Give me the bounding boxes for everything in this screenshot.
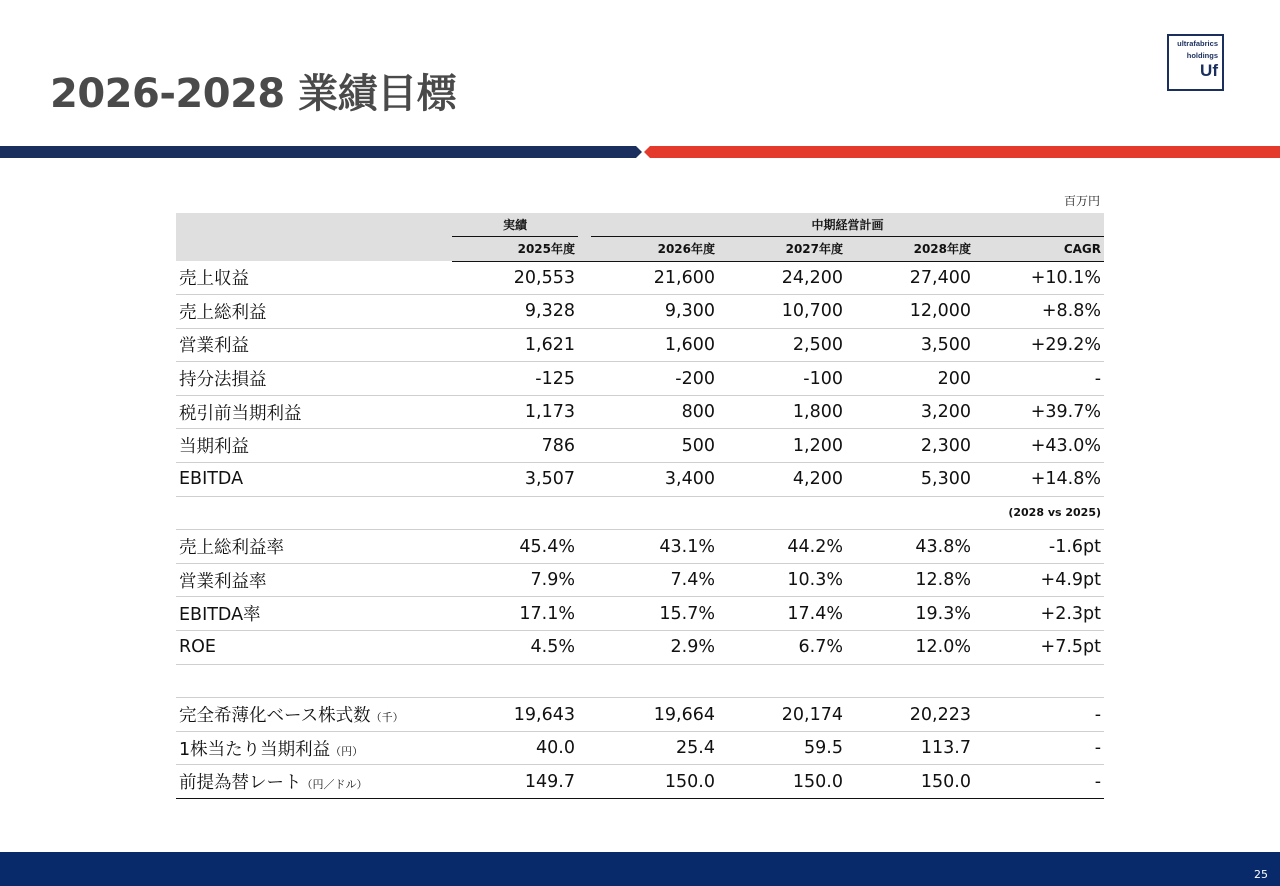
table-cell: 45.4% [452, 530, 578, 564]
table-row [176, 463, 1104, 497]
table-cell: 4.5% [452, 631, 578, 665]
table-cell: 1,173 [452, 395, 578, 429]
table-cell: 1,621 [452, 328, 578, 362]
table-cell: 12.0% [846, 631, 974, 665]
logo-mark: Uf [1200, 61, 1218, 80]
table-row [176, 295, 1104, 329]
page-title: 2026-2028 業績目標 [50, 71, 457, 117]
table-cell: 150.0 [578, 765, 718, 799]
column-header: 2028年度 [846, 237, 974, 261]
row-label: 売上総利益 [176, 295, 452, 329]
table-cell: 3,507 [452, 463, 578, 497]
table-cell: 19,643 [452, 698, 578, 732]
row-label: 営業利益 [176, 328, 452, 362]
table-cell: 1,200 [718, 429, 846, 463]
table-cell: 12,000 [846, 295, 974, 329]
table-cell: 4,200 [718, 463, 846, 497]
table-cell: 2,500 [718, 328, 846, 362]
table-cell: 10.3% [718, 563, 846, 597]
row-label-unit: （円） [330, 744, 364, 758]
table-row [176, 731, 1104, 765]
table-cell: 9,328 [452, 295, 578, 329]
table-cell: 1,800 [718, 395, 846, 429]
table-cell: 10,700 [718, 295, 846, 329]
cagr-note-row [176, 496, 1104, 530]
row-label: 1株当たり当期利益（円） [176, 731, 452, 765]
row-label: 売上収益 [176, 261, 452, 295]
table-cell: -100 [718, 362, 846, 396]
table-cell: 2,300 [846, 429, 974, 463]
table-cell: 25.4 [578, 731, 718, 765]
table-cell: 800 [578, 395, 718, 429]
table-row [176, 261, 1104, 295]
table-row [176, 563, 1104, 597]
table-row [176, 698, 1104, 732]
table-cell: +4.9pt [974, 563, 1104, 597]
table-cell: 20,174 [718, 698, 846, 732]
table-cell: 19,664 [578, 698, 718, 732]
table-cell: 7.9% [452, 563, 578, 597]
row-label-unit: （円／ドル） [301, 778, 368, 792]
table-cell: 44.2% [718, 530, 846, 564]
table-cell: +14.8% [974, 463, 1104, 497]
row-label: 前提為替レート（円／ドル） [176, 765, 452, 799]
table-cell: 20,223 [846, 698, 974, 732]
header-group-actual: 実績 [452, 213, 578, 237]
company-logo [1167, 34, 1224, 91]
financial-targets-table [176, 213, 1104, 799]
table-cell: 786 [452, 429, 578, 463]
row-label: 完全希薄化ベース株式数（千） [176, 698, 452, 732]
table-cell: 20,553 [452, 261, 578, 295]
table-row [176, 765, 1104, 799]
table-row [176, 631, 1104, 665]
table-cell: +29.2% [974, 328, 1104, 362]
navy-stripe [0, 146, 642, 158]
column-header: 2025年度 [452, 237, 578, 261]
table-cell: - [974, 731, 1104, 765]
table-cell: 150.0 [718, 765, 846, 799]
table-cell: 500 [578, 429, 718, 463]
table-cell: 6.7% [718, 631, 846, 665]
table-row [176, 597, 1104, 631]
table-row [176, 362, 1104, 396]
row-label: EBITDA率 [176, 597, 452, 631]
column-header: 2026年度 [578, 237, 718, 261]
table-cell: 43.8% [846, 530, 974, 564]
table-cell: 3,400 [578, 463, 718, 497]
table-cell: 9,300 [578, 295, 718, 329]
table-cell: 21,600 [578, 261, 718, 295]
page-number: 25 [1254, 868, 1268, 881]
spacer-row [176, 664, 1104, 698]
table-cell: 43.1% [578, 530, 718, 564]
table-cell: 149.7 [452, 765, 578, 799]
table-cell: +8.8% [974, 295, 1104, 329]
table-row [176, 328, 1104, 362]
table-cell: 5,300 [846, 463, 974, 497]
table-cell: 3,500 [846, 328, 974, 362]
table-cell: +39.7% [974, 395, 1104, 429]
table-cell: - [974, 765, 1104, 799]
table-cell: +10.1% [974, 261, 1104, 295]
table-cell: 12.8% [846, 563, 974, 597]
table-cell: +43.0% [974, 429, 1104, 463]
column-header: CAGR [974, 237, 1104, 261]
table-cell: 2.9% [578, 631, 718, 665]
table-cell: 150.0 [846, 765, 974, 799]
table-cell: - [974, 362, 1104, 396]
table-cell: 17.1% [452, 597, 578, 631]
table-cell: 27,400 [846, 261, 974, 295]
row-label: 売上総利益率 [176, 530, 452, 564]
table-cell: 40.0 [452, 731, 578, 765]
unit-label: 百万円 [1063, 194, 1100, 208]
table-row [176, 530, 1104, 564]
table-cell: 113.7 [846, 731, 974, 765]
table-cell: 200 [846, 362, 974, 396]
table-cell: 24,200 [718, 261, 846, 295]
header-group-plan: 中期経営計画 [578, 213, 1104, 237]
table-cell: -200 [578, 362, 718, 396]
red-stripe [644, 146, 1280, 158]
row-label: 税引前当期利益 [176, 395, 452, 429]
table-cell: 3,200 [846, 395, 974, 429]
row-label-unit: （千） [370, 711, 404, 725]
header-stripe [0, 145, 1280, 159]
logo-line-2: holdings [1186, 51, 1218, 60]
table-row [176, 429, 1104, 463]
row-label: 持分法損益 [176, 362, 452, 396]
comparison-note: (2028 vs 2025) [176, 496, 1104, 530]
table-cell: 1,600 [578, 328, 718, 362]
footer-bar [0, 852, 1280, 886]
row-label: EBITDA [176, 463, 452, 497]
table-cell: - [974, 698, 1104, 732]
table-cell: 17.4% [718, 597, 846, 631]
header-group-row [176, 213, 1104, 237]
row-label: 当期利益 [176, 429, 452, 463]
table-cell: -125 [452, 362, 578, 396]
row-label: 営業利益率 [176, 563, 452, 597]
table-cell: +2.3pt [974, 597, 1104, 631]
table-cell: 59.5 [718, 731, 846, 765]
logo-line-1: ultrafabrics [1177, 39, 1218, 48]
table-cell: 7.4% [578, 563, 718, 597]
column-header: 2027年度 [718, 237, 846, 261]
table-cell: -1.6pt [974, 530, 1104, 564]
header-columns-row [176, 237, 1104, 261]
table-cell: 15.7% [578, 597, 718, 631]
row-label: ROE [176, 631, 452, 665]
table-cell: +7.5pt [974, 631, 1104, 665]
table-row [176, 395, 1104, 429]
table-cell: 19.3% [846, 597, 974, 631]
